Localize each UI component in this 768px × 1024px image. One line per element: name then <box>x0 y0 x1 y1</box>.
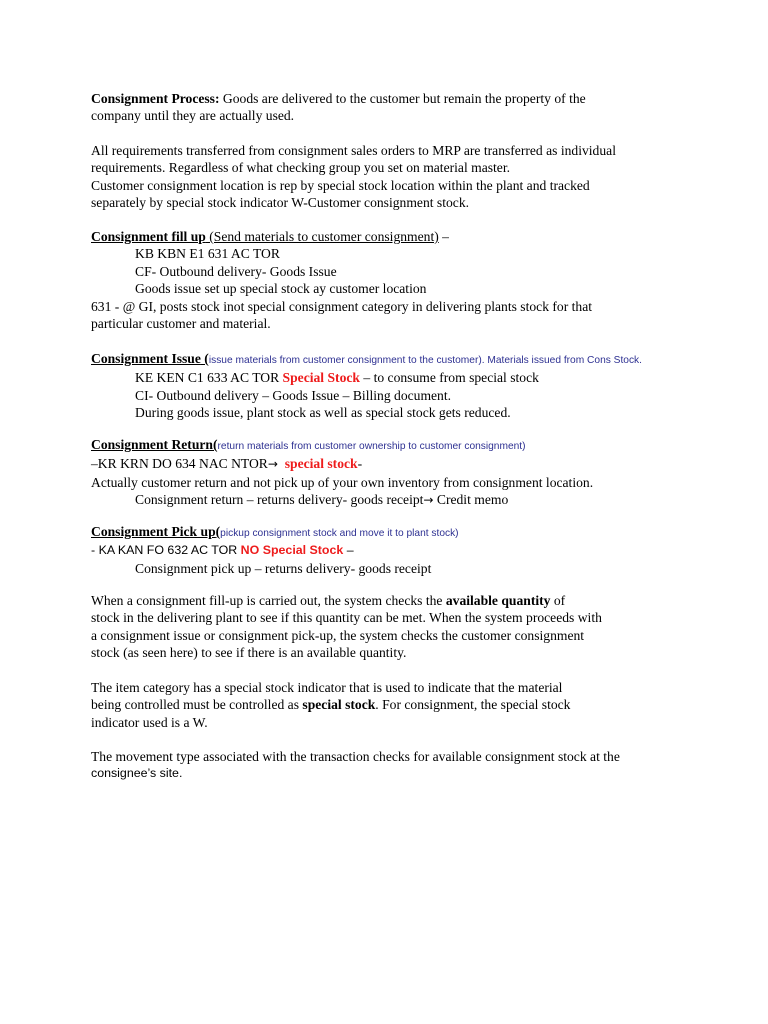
issue-note: issue materials from customer consignment to the customer). Materials issued from Cons Stock. <box>208 355 642 366</box>
intro-text-line2: company until they are actually used. <box>91 108 295 124</box>
pickup-line1-suffix: – <box>343 543 354 558</box>
intro-heading: Consignment Process: <box>91 91 220 106</box>
availability-line1-suffix: of <box>550 593 566 608</box>
fill-up-heading: Consignment fill up <box>91 229 206 244</box>
pickup-note: pickup consignment stock and move it to plant stock) <box>220 528 459 539</box>
availability-line1-prefix: When a consignment fill-up is carried out, the system checks the <box>91 593 446 608</box>
return-note: return materials from customer ownership to customer consignment) <box>217 441 526 452</box>
requirements-paragraph <box>91 142 691 212</box>
movement-line: The movement type associated with the transaction checks for available consignment stock at the <box>91 749 620 764</box>
fill-up-line: particular customer and material. <box>91 316 271 332</box>
intro-text: Goods are delivered to the customer but remain the property of the <box>219 91 586 106</box>
pickup-section <box>91 523 691 577</box>
issue-section <box>91 350 691 422</box>
return-section <box>91 436 691 510</box>
special-stock-term: special stock <box>302 697 376 713</box>
availability-line: a consignment issue or consignment pick-up, the system checks the customer consignment <box>91 627 585 643</box>
item-category-line2-suffix: . For consignment, the special stock <box>375 697 571 713</box>
return-line1-suffix: - <box>357 456 363 472</box>
intro-paragraph <box>91 90 691 125</box>
fill-up-line: 631 - @ GI, posts stock inot special consignment category in delivering plants stock for that <box>91 298 593 314</box>
pickup-paren: ( <box>215 524 221 539</box>
availability-line: stock (as seen here) to see if there is an available quantity. <box>91 645 407 661</box>
return-line3-prefix: Consignment return – returns delivery- goods receipt <box>135 492 424 508</box>
pickup-line1-prefix: - KA KAN FO 632 AC TOR <box>91 543 241 558</box>
return-line3-suffix: Credit memo <box>433 492 509 508</box>
item-category-line2-prefix: being controlled must be controlled as <box>91 697 303 713</box>
requirements-line: separately by special stock indicator W-Customer consignment stock. <box>91 195 470 211</box>
availability-paragraph <box>91 592 691 662</box>
return-heading: Consignment Return <box>91 437 213 452</box>
issue-line: CI- Outbound delivery – Goods Issue – Billing document. <box>135 387 452 403</box>
movement-paragraph <box>91 748 691 783</box>
pickup-heading: Consignment Pick up <box>91 524 216 539</box>
return-paren: ( <box>212 437 218 452</box>
right-arrow-icon: → <box>267 457 278 472</box>
item-category-line: indicator used is a W. <box>91 714 208 730</box>
fill-up-line: CF- Outbound delivery- Goods Issue <box>135 263 337 279</box>
special-stock-label: special stock <box>284 456 358 472</box>
issue-line: During goods issue, plant stock as well as special stock gets reduced. <box>135 405 511 421</box>
requirements-line: requirements. Regardless of what checking group you set on material master. <box>91 160 511 176</box>
fill-up-note: (Send materials to customer consignment) <box>205 229 439 244</box>
issue-heading: Consignment Issue <box>91 351 201 366</box>
requirements-line: All requirements transferred from consignment sales orders to MRP are transferred as individual <box>91 143 616 158</box>
issue-line1-suffix: – to consume from special stock <box>359 370 539 386</box>
fill-up-section <box>91 228 691 332</box>
pickup-line: Consignment pick up – returns delivery- goods receipt <box>135 560 432 576</box>
no-special-stock-label: NO Special Stock <box>240 543 344 558</box>
fill-up-dash: – <box>438 229 449 244</box>
return-line1-prefix: –KR KRN DO 634 NAC NTOR <box>91 456 268 472</box>
movement-line: consignee’s site. <box>91 766 183 781</box>
available-quantity-term: available quantity <box>445 593 551 608</box>
fill-up-line: Goods issue set up special stock ay customer location <box>135 281 427 297</box>
return-line: Actually customer return and not pick up of your own inventory from consignment location. <box>91 474 594 490</box>
issue-line1-prefix: KE KEN C1 633 AC TOR <box>135 370 283 386</box>
special-stock-label: Special Stock <box>282 370 360 386</box>
item-category-line: The item category has a special stock indicator that is used to indicate that the material <box>91 680 563 695</box>
issue-paren: ( <box>200 351 209 366</box>
requirements-line: Customer consignment location is rep by special stock location within the plant and tracked <box>91 177 590 193</box>
availability-line: stock in the delivering plant to see if this quantity can be met. When the system proceeds with <box>91 610 602 626</box>
right-arrow-icon: → <box>423 493 434 508</box>
fill-up-line: KB KBN E1 631 AC TOR <box>135 246 280 262</box>
item-category-paragraph <box>91 679 691 731</box>
